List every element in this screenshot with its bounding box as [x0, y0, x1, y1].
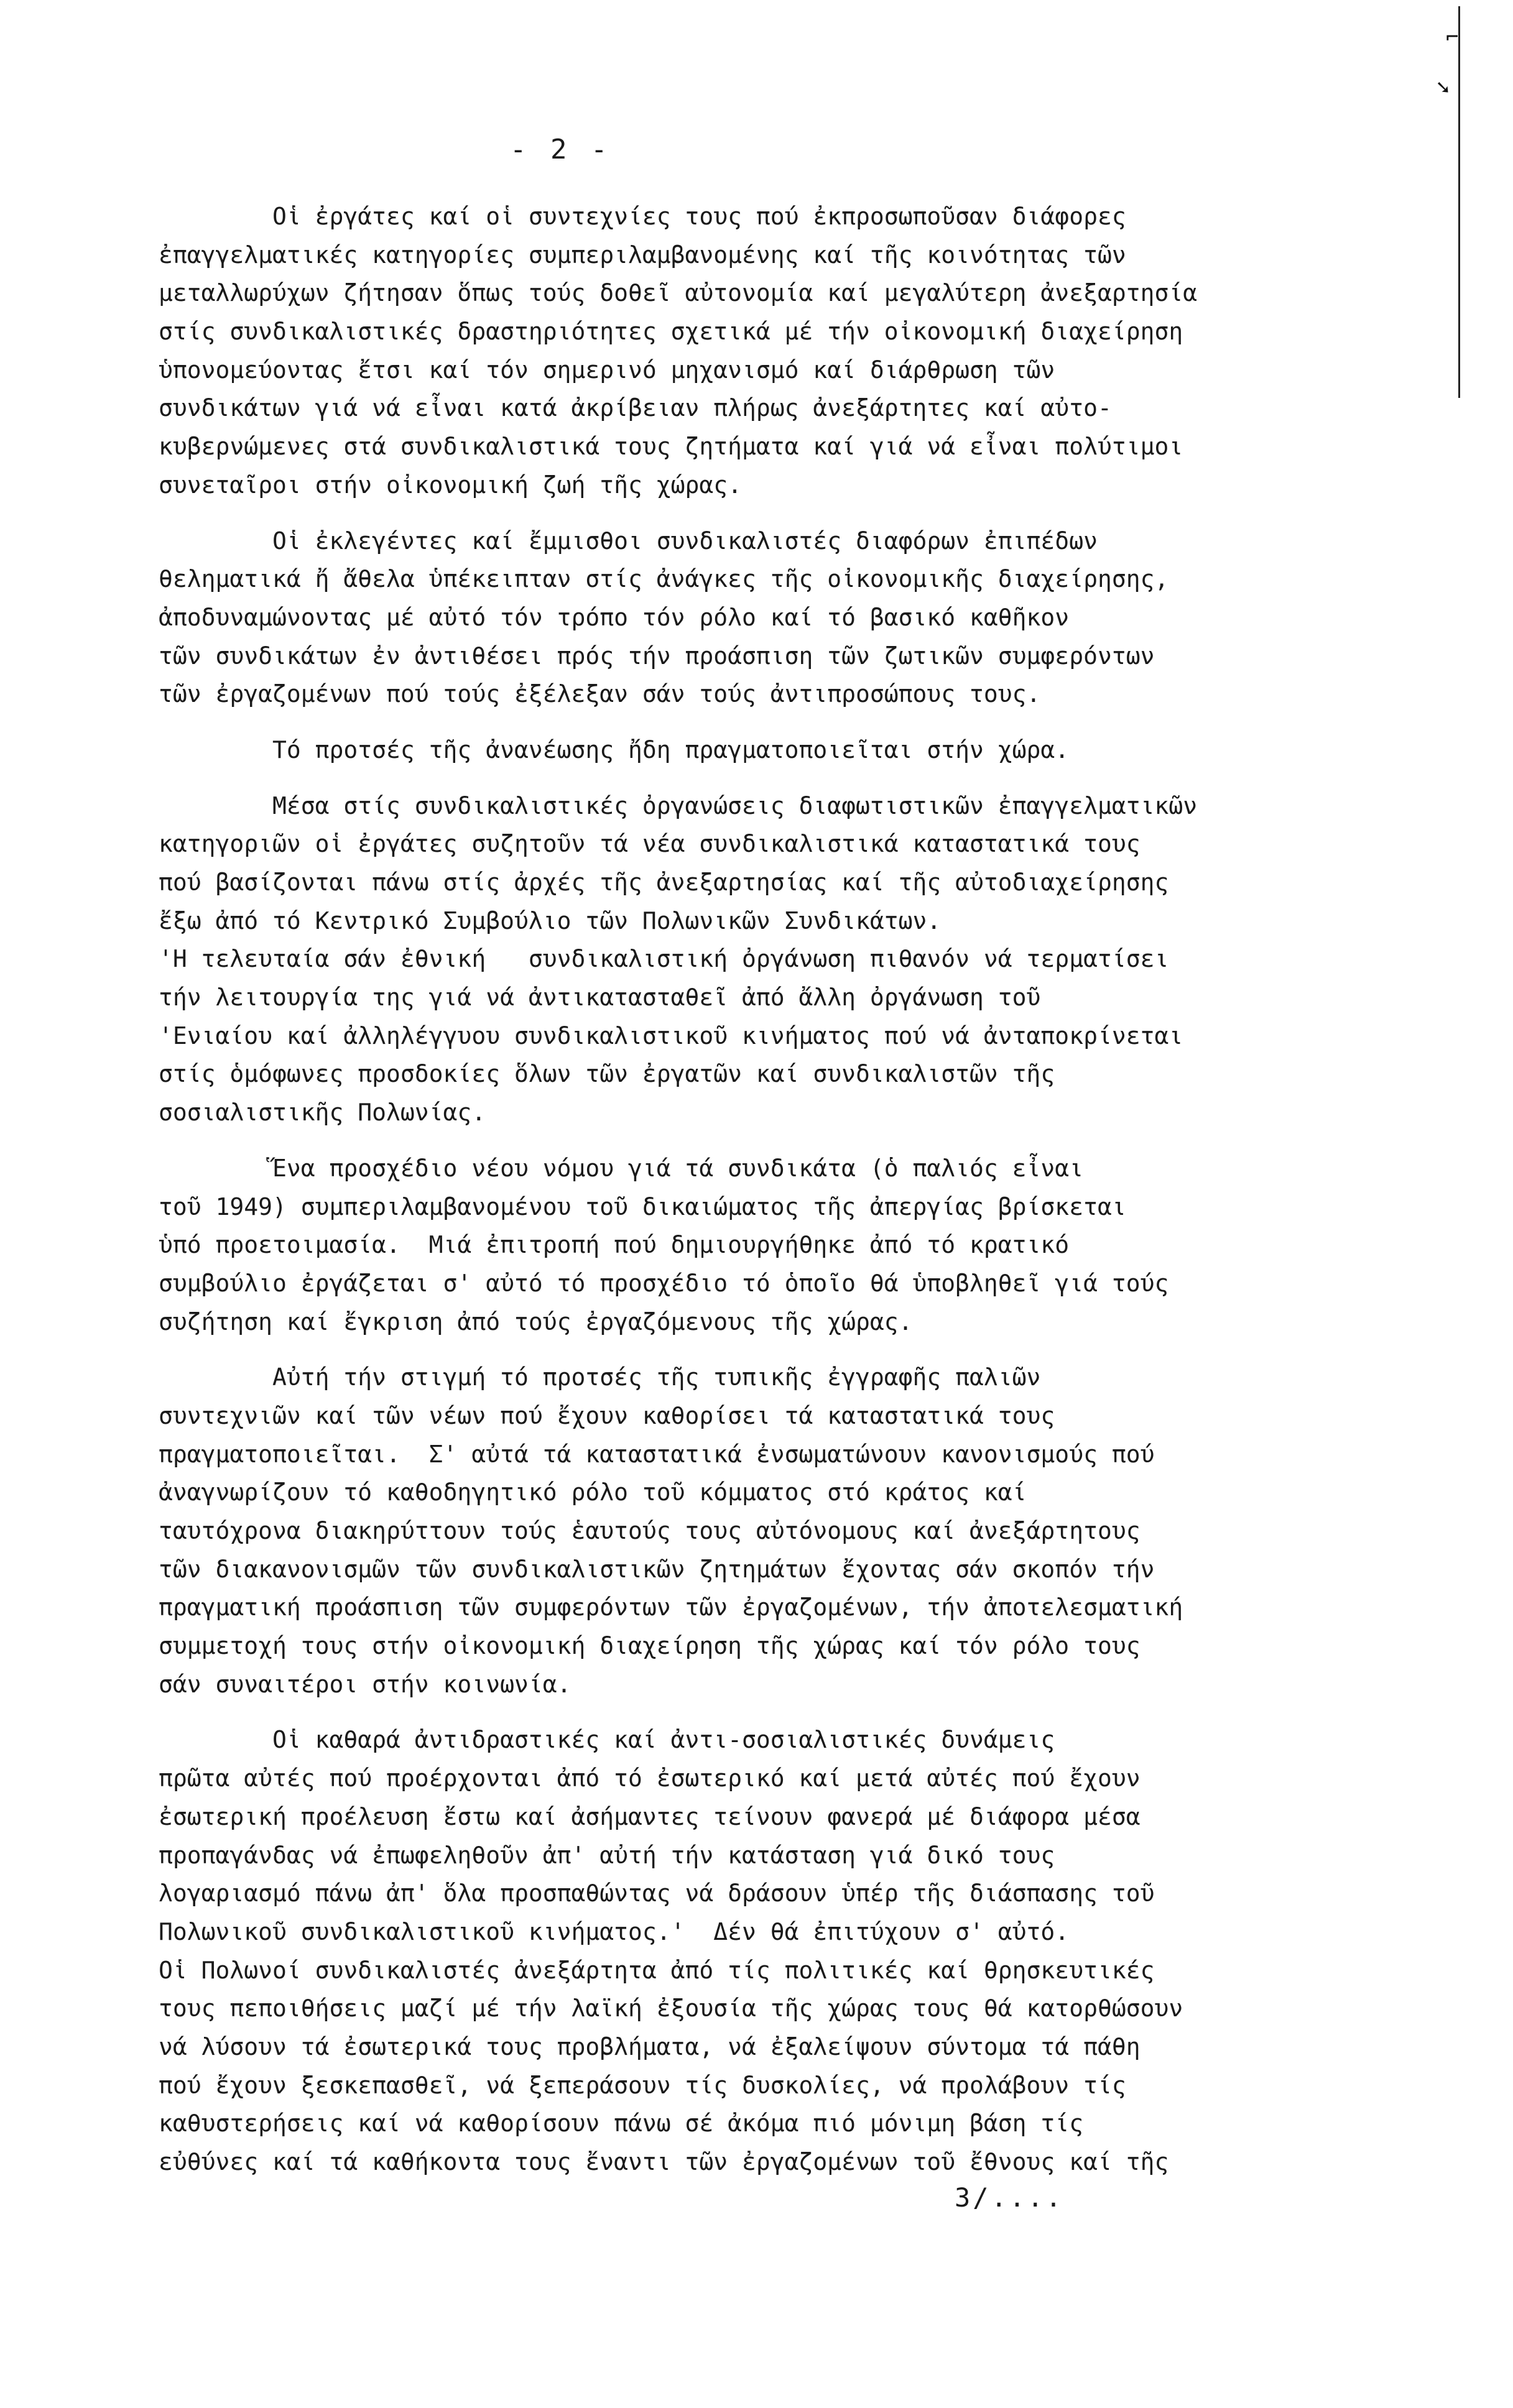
text-line: συζήτηση καί ἔγκριση ἀπό τούς ἐργαζόμενους τῆς χώρας.: [159, 1308, 913, 1335]
text-line: Οἱ Πολωνοί συνδικαλιστές ἀνεξάρτητα ἀπό τίς πολιτικές καί θρησκευτικές: [159, 1956, 1155, 1984]
text-line: πού βασίζονται πάνω στίς ἀρχές τῆς ἀνεξαρτησίας καί τῆς αὐτοδιαχείρησης: [159, 869, 1169, 896]
text-line: Τό προτσές τῆς ἀνανέωσης ἤδη πραγματοποιεῖται στήν χώρα.: [159, 736, 1070, 763]
paragraph: [159, 1359, 1393, 1704]
text-line: Οἱ ἐκλεγέντες καί ἔμμισθοι συνδικαλιστές διαφόρων ἐπιπέδων: [159, 527, 1098, 555]
text-line: τῶν ἐργαζομένων πού τούς ἐξέλεξαν σάν τούς ἀντιπροσώπους τους.: [159, 680, 1041, 708]
text-line: πραγματοποιεῖται. Σ' αὐτά τά καταστατικά ἐνσωματώνουν κανονισμούς πού: [159, 1440, 1155, 1468]
text-line: τῶν διακανονισμῶν τῶν συνδικαλιστικῶν ζητημάτων ἔχοντας σάν σκοπόν τήν: [159, 1555, 1155, 1583]
text-line: Μέσα στίς συνδικαλιστικές ὀργανώσεις διαφωτιστικῶν ἐπαγγελματικῶν: [159, 791, 1198, 819]
paragraph-gap: [159, 714, 1393, 731]
paragraph-gap: [159, 1704, 1393, 1721]
text-line: συντεχνιῶν καί τῶν νέων πού ἔχουν καθορίσει τά καταστατικά τους: [159, 1401, 1055, 1429]
margin-rule: [1458, 6, 1460, 398]
text-line: τοῦ 1949) συμπεριλαμβανομένου τοῦ δικαιώματος τῆς ἀπεργίας βρίσκεται: [159, 1192, 1126, 1220]
text-line: Ἕνα προσχέδιο νέου νόμου γιά τά συνδικάτα (ὁ παλιός εἶναι: [159, 1154, 1084, 1182]
text-line: ὑπό προετοιμασία. Μιά ἐπιτροπή πού δημιουργήθηκε ἀπό τό κρατικό: [159, 1231, 1070, 1259]
text-line: πού ἔχουν ξεσκεπασθεῖ, νά ξεπεράσουν τίς δυσκολίες, νά προλάβουν τίς: [159, 2071, 1126, 2099]
text-line: ἀποδυναμώνοντας μέ αὐτό τόν τρόπο τόν ρόλο καί τό βασικό καθῆκον: [159, 603, 1070, 631]
paragraph: [159, 522, 1393, 714]
body-text: [159, 198, 1393, 2182]
page-number: - 2 -: [510, 134, 611, 165]
paragraph-gap: [159, 1132, 1393, 1150]
text-line: κυβερνώμενες στά συνδικαλιστικά τους ζητήματα καί γιά νά εἶναι πολύτιμοι: [159, 433, 1183, 461]
text-line: σοσιαλιστικῆς Πολωνίας.: [159, 1099, 486, 1127]
text-line: συνδικάτων γιά νά εἶναι κατά ἀκρίβειαν πλήρως ἀνεξάρτητες καί αὐτο-: [159, 394, 1112, 422]
paragraph: [159, 198, 1393, 505]
continuation-marker: 3/....: [955, 2182, 1064, 2213]
text-line: κατηγοριῶν οἱ ἐργάτες συζητοῦν τά νέα συνδικαλιστικά καταστατικά τους: [159, 830, 1141, 858]
text-line: συνεταῖροι στήν οἰκονομική ζωή τῆς χώρας.: [159, 471, 742, 499]
text-line: πραγματική προάσπιση τῶν συμφερόντων τῶν ἐργαζομένων, τήν ἀποτελεσματική: [159, 1594, 1183, 1621]
text-line: 'Η τελευταία σάν ἐθνική συνδικαλιστική ὀργάνωση πιθανόν νά τερματίσει: [159, 945, 1169, 973]
text-line: ἀναγνωρίζουν τό καθοδηγητικό ρόλο τοῦ κόμματος στό κράτος καί: [159, 1478, 1027, 1506]
text-line: τῶν συνδικάτων ἐν ἀντιθέσει πρός τήν προάσπιση τῶν ζωτικῶν συμφερόντων: [159, 642, 1155, 670]
paragraph: [159, 1150, 1393, 1341]
margin-tick-mark: ⌐: [1446, 25, 1459, 50]
text-line: στίς συνδικαλιστικές δραστηριότητες σχετικά μέ τήν οἰκονομική διαχείρηση: [159, 318, 1183, 346]
text-line: ἐπαγγελματικές κατηγορίες συμπεριλαμβανομένης καί τῆς κοινότητας τῶν: [159, 241, 1126, 269]
paragraph: [159, 1721, 1393, 2181]
text-line: Αὐτή τήν στιγμή τό προτσές τῆς τυπικῆς ἐγγραφῆς παλιῶν: [159, 1363, 1041, 1391]
text-line: νά λύσουν τά ἐσωτερικά τους προβλήματα, νά ἐξαλείψουν σύντομα τά πάθη: [159, 2032, 1141, 2060]
text-line: Οἱ ἐργάτες καί οἱ συντεχνίες τους πού ἐκπροσωποῦσαν διάφορες: [159, 203, 1126, 230]
text-line: συμβούλιο ἐργάζεται σ' αὐτό τό προσχέδιο τό ὁποῖο θά ὑποβληθεῖ γιά τούς: [159, 1269, 1169, 1297]
paragraph-gap: [159, 770, 1393, 787]
text-line: Οἱ καθαρά ἀντιδραστικές καί ἀντι-σοσιαλιστικές δυνάμεις: [159, 1726, 1055, 1754]
text-line: ταυτόχρονα διακηρύττουν τούς ἑαυτούς τους αὐτόνομους καί ἀνεξάρτητους: [159, 1517, 1141, 1544]
text-line: θεληματικά ἤ ἄθελα ὑπέκειπταν στίς ἀνάγκες τῆς οἰκονομικῆς διαχείρησης,: [159, 565, 1169, 593]
text-line: τήν λειτουργία της γιά νά ἀντικατασταθεῖ ἀπό ἄλλη ὀργάνωση τοῦ: [159, 984, 1041, 1012]
paragraph-gap: [159, 1341, 1393, 1359]
text-line: συμμετοχή τους στήν οἰκονομική διαχείρηση τῆς χώρας καί τόν ρόλο τους: [159, 1632, 1141, 1660]
text-line: πρῶτα αὐτές πού προέρχονται ἀπό τό ἐσωτερικό καί μετά αὐτές πού ἔχουν: [159, 1764, 1141, 1792]
paragraph: [159, 731, 1393, 770]
text-line: μεταλλωρύχων ζήτησαν ὅπως τούς δοθεῖ αὐτονομία καί μεγαλύτερη ἀνεξαρτησία: [159, 279, 1198, 307]
text-line: σάν συναιτέροι στήν κοινωνία.: [159, 1670, 571, 1698]
text-line: ὑπονομεύοντας ἔτσι καί τόν σημερινό μηχανισμό καί διάρθρωση τῶν: [159, 356, 1055, 384]
text-line: 'Ενιαίου καί ἀλληλέγγυου συνδικαλιστικοῦ κινήματος πού νά ἀνταποκρίνεται: [159, 1022, 1183, 1049]
text-line: στίς ὁμόφωνες προσδοκίες ὅλων τῶν ἐργατῶν καί συνδικαλιστῶν τῆς: [159, 1060, 1055, 1088]
paragraph: [159, 787, 1393, 1132]
text-line: καθυστερήσεις καί νά καθορίσουν πάνω σέ ἀκόμα πιό μόνιμη βάση τίς: [159, 2110, 1084, 2138]
text-line: τους πεποιθήσεις μαζί μέ τήν λαϊκή ἐξουσία τῆς χώρας τους θά κατορθώσουν: [159, 1995, 1183, 2023]
text-line: ἔξω ἀπό τό Κεντρικό Συμβούλιο τῶν Πολωνικῶν Συνδικάτων.: [159, 906, 942, 934]
text-line: Πολωνικοῦ συνδικαλιστικοῦ κινήματος.' Δέν θά ἐπιτύχουν σ' αὐτό.: [159, 1917, 1070, 1945]
text-line: εὐθύνες καί τά καθήκοντα τους ἔναντι τῶν ἐργαζομένων τοῦ ἔθνους καί τῆς: [159, 2148, 1169, 2175]
paragraph-gap: [159, 505, 1393, 522]
margin-arrow-mark: ➘: [1437, 75, 1450, 99]
text-line: προπαγάνδας νά ἐπωφεληθοῦν ἀπ' αὐτή τήν κατάσταση γιά δικό τους: [159, 1841, 1055, 1869]
text-line: λογαριασμό πάνω ἀπ' ὅλα προσπαθώντας νά δράσουν ὑπέρ τῆς διάσπασης τοῦ: [159, 1880, 1155, 1907]
text-line: ἐσωτερική προέλευση ἔστω καί ἀσήμαντες τείνουν φανερά μέ διάφορα μέσα: [159, 1802, 1141, 1830]
